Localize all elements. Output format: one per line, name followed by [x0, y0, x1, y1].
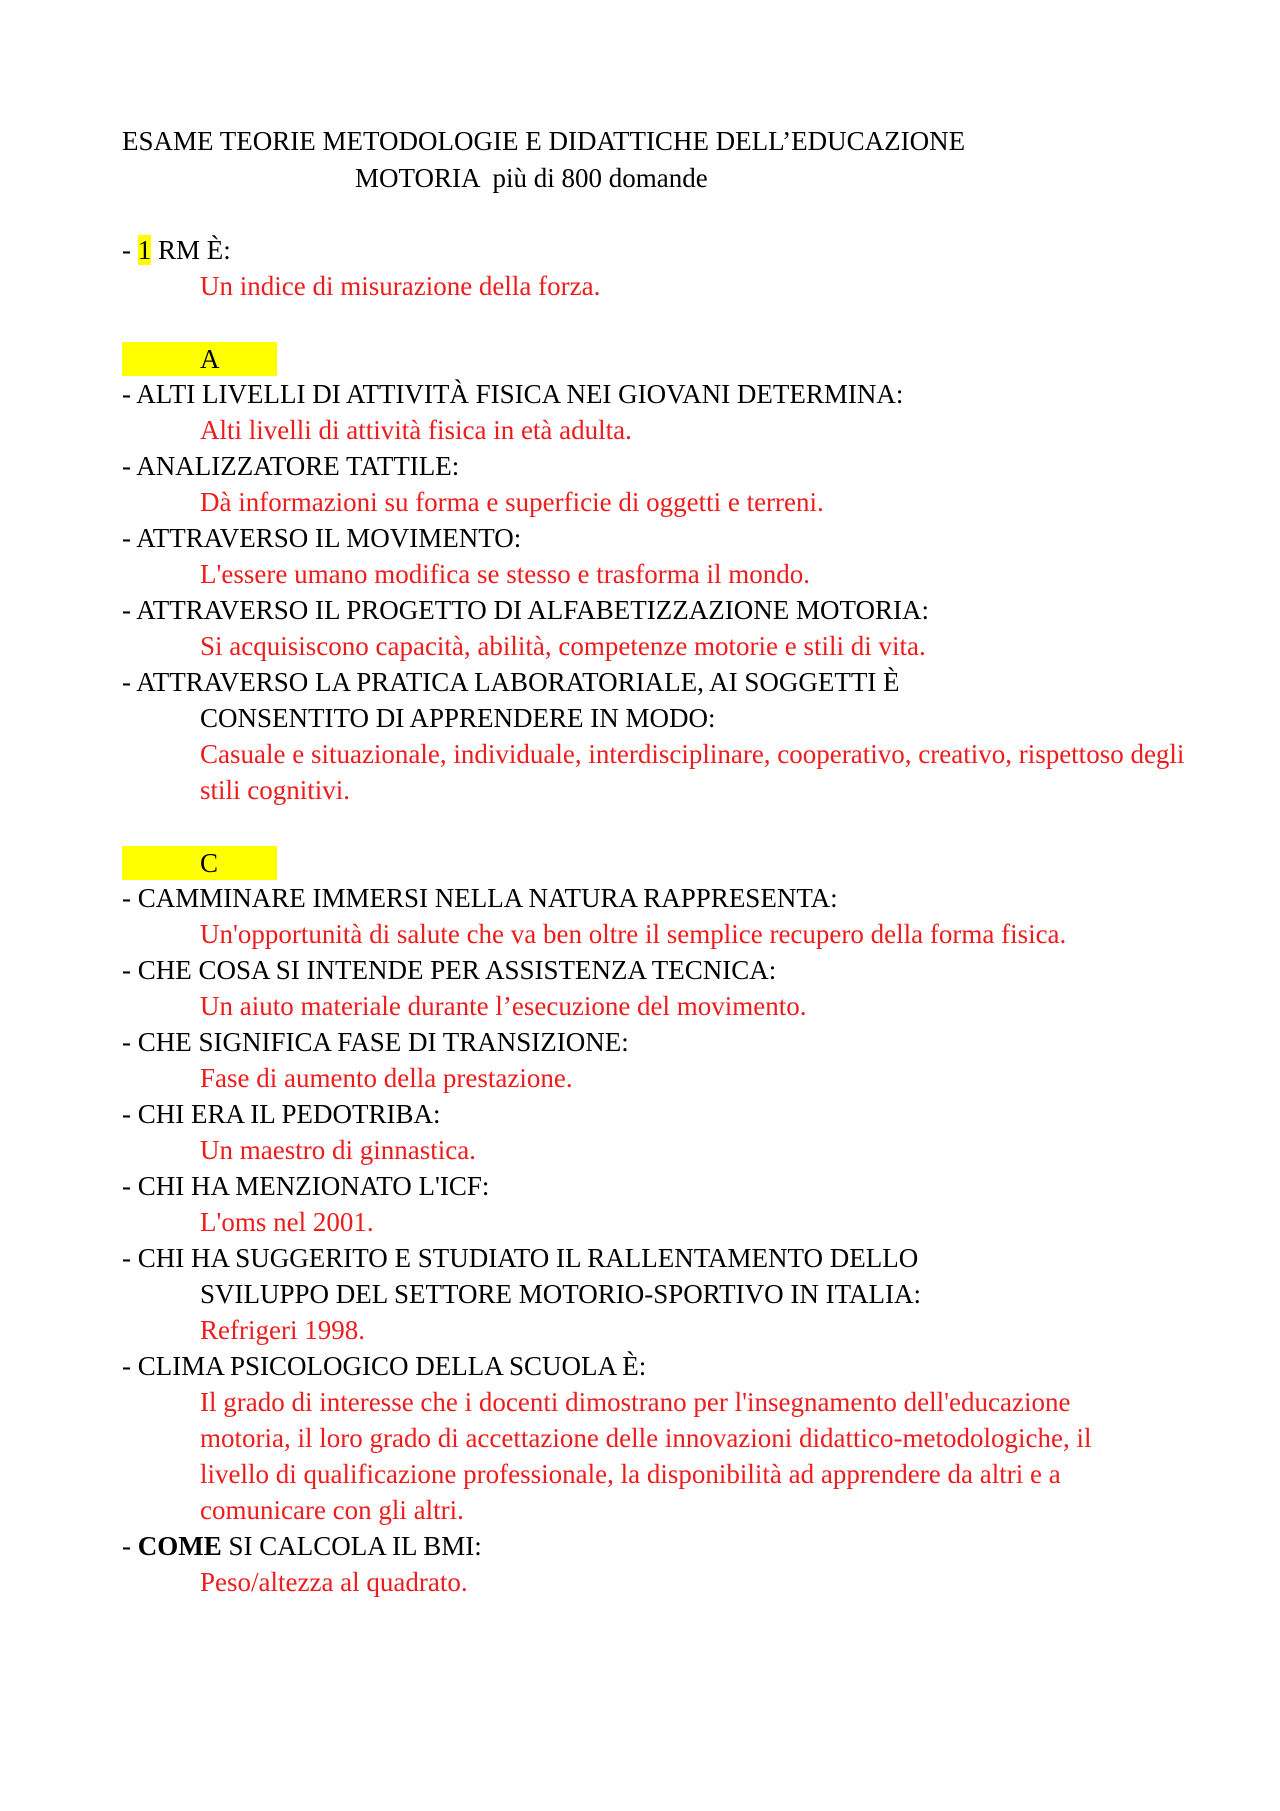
- answer: Il grado di interesse che i docenti dimostrano per l'insegnamento dell'educazione motoria, il loro grado di accettazione delle innovazioni didattico-metodologiche, il livello di qualificazione professionale, la disponibilità ad apprendere da altri e a comunicare con gli altri.: [200, 1387, 1092, 1525]
- question: [122, 664, 1222, 736]
- answer: Un'opportunità di salute che va ben oltre il semplice recupero della forma fisica.: [200, 919, 1067, 949]
- answer: Si acquisiscono capacità, abilità, competenze motorie e stili di vita.: [200, 631, 926, 661]
- question-text: RM È:: [151, 235, 231, 265]
- answer-intro: Un indice di misurazione della forza.: [200, 271, 601, 301]
- question-intro: [122, 232, 1222, 268]
- title-line-2: MOTORIA più di 800 domande: [355, 163, 708, 193]
- spacer: [122, 304, 1222, 340]
- highlighted-number: 1: [137, 235, 152, 265]
- answer: Alti livelli di attività fisica in età adulta.: [200, 415, 632, 445]
- answer: L'oms nel 2001.: [200, 1207, 374, 1237]
- question: - CHI ERA IL PEDOTRIBA:: [122, 1099, 441, 1129]
- section-header-a: A: [122, 342, 277, 376]
- question-line-1: - ATTRAVERSO LA PRATICA LABORATORIALE, AI SOGGETTI È: [122, 667, 900, 697]
- answer: Un maestro di ginnastica.: [200, 1135, 476, 1165]
- answer: Fase di aumento della prestazione.: [200, 1063, 573, 1093]
- answer: Dà informazioni su forma e superficie di oggetti e terreni.: [200, 487, 824, 517]
- question: - CLIMA PSICOLOGICO DELLA SCUOLA È:: [122, 1351, 647, 1381]
- question: - CHE SIGNIFICA FASE DI TRANSIZIONE:: [122, 1027, 629, 1057]
- question-line-1: - CHI HA SUGGERITO E STUDIATO IL RALLENTAMENTO DELLO: [122, 1243, 919, 1273]
- answer: L'essere umano modifica se stesso e trasforma il mondo.: [200, 559, 810, 589]
- question-prefix: -: [122, 1531, 138, 1561]
- title-line-1: ESAME TEORIE METODOLOGIE E DIDATTICHE DELL’EDUCAZIONE: [122, 126, 966, 156]
- section-header-c: C: [122, 846, 277, 880]
- answer: Un aiuto materiale durante l’esecuzione del movimento.: [200, 991, 807, 1021]
- question-bold-word: COME: [137, 1531, 222, 1561]
- question: [122, 1240, 1222, 1312]
- question-prefix: -: [122, 235, 138, 265]
- question: - ATTRAVERSO IL MOVIMENTO:: [122, 523, 522, 553]
- question-line-2: CONSENTITO DI APPRENDERE IN MODO:: [200, 703, 716, 733]
- spacer: [122, 808, 1222, 844]
- question: - CHI HA MENZIONATO L'ICF:: [122, 1171, 490, 1201]
- answer: Refrigeri 1998.: [200, 1315, 365, 1345]
- answer: Peso/altezza al quadrato.: [200, 1567, 468, 1597]
- question-text: SI CALCOLA IL BMI:: [221, 1531, 482, 1561]
- question: - ATTRAVERSO IL PROGETTO DI ALFABETIZZAZIONE MOTORIA:: [122, 595, 929, 625]
- document-title: [0, 123, 1280, 197]
- question: [122, 1528, 1222, 1564]
- question: - ANALIZZATORE TATTILE:: [122, 451, 460, 481]
- question-line-2: SVILUPPO DEL SETTORE MOTORIO-SPORTIVO IN ITALIA:: [200, 1279, 921, 1309]
- document-body: [122, 232, 1222, 1600]
- question: - CAMMINARE IMMERSI NELLA NATURA RAPPRESENTA:: [122, 883, 838, 913]
- question: - ALTI LIVELLI DI ATTIVITÀ FISICA NEI GIOVANI DETERMINA:: [122, 379, 904, 409]
- answer: Casuale e situazionale, individuale, interdisciplinare, cooperativo, creativo, rispettoso degli stili cognitivi.: [200, 739, 1185, 805]
- question: - CHE COSA SI INTENDE PER ASSISTENZA TECNICA:: [122, 955, 777, 985]
